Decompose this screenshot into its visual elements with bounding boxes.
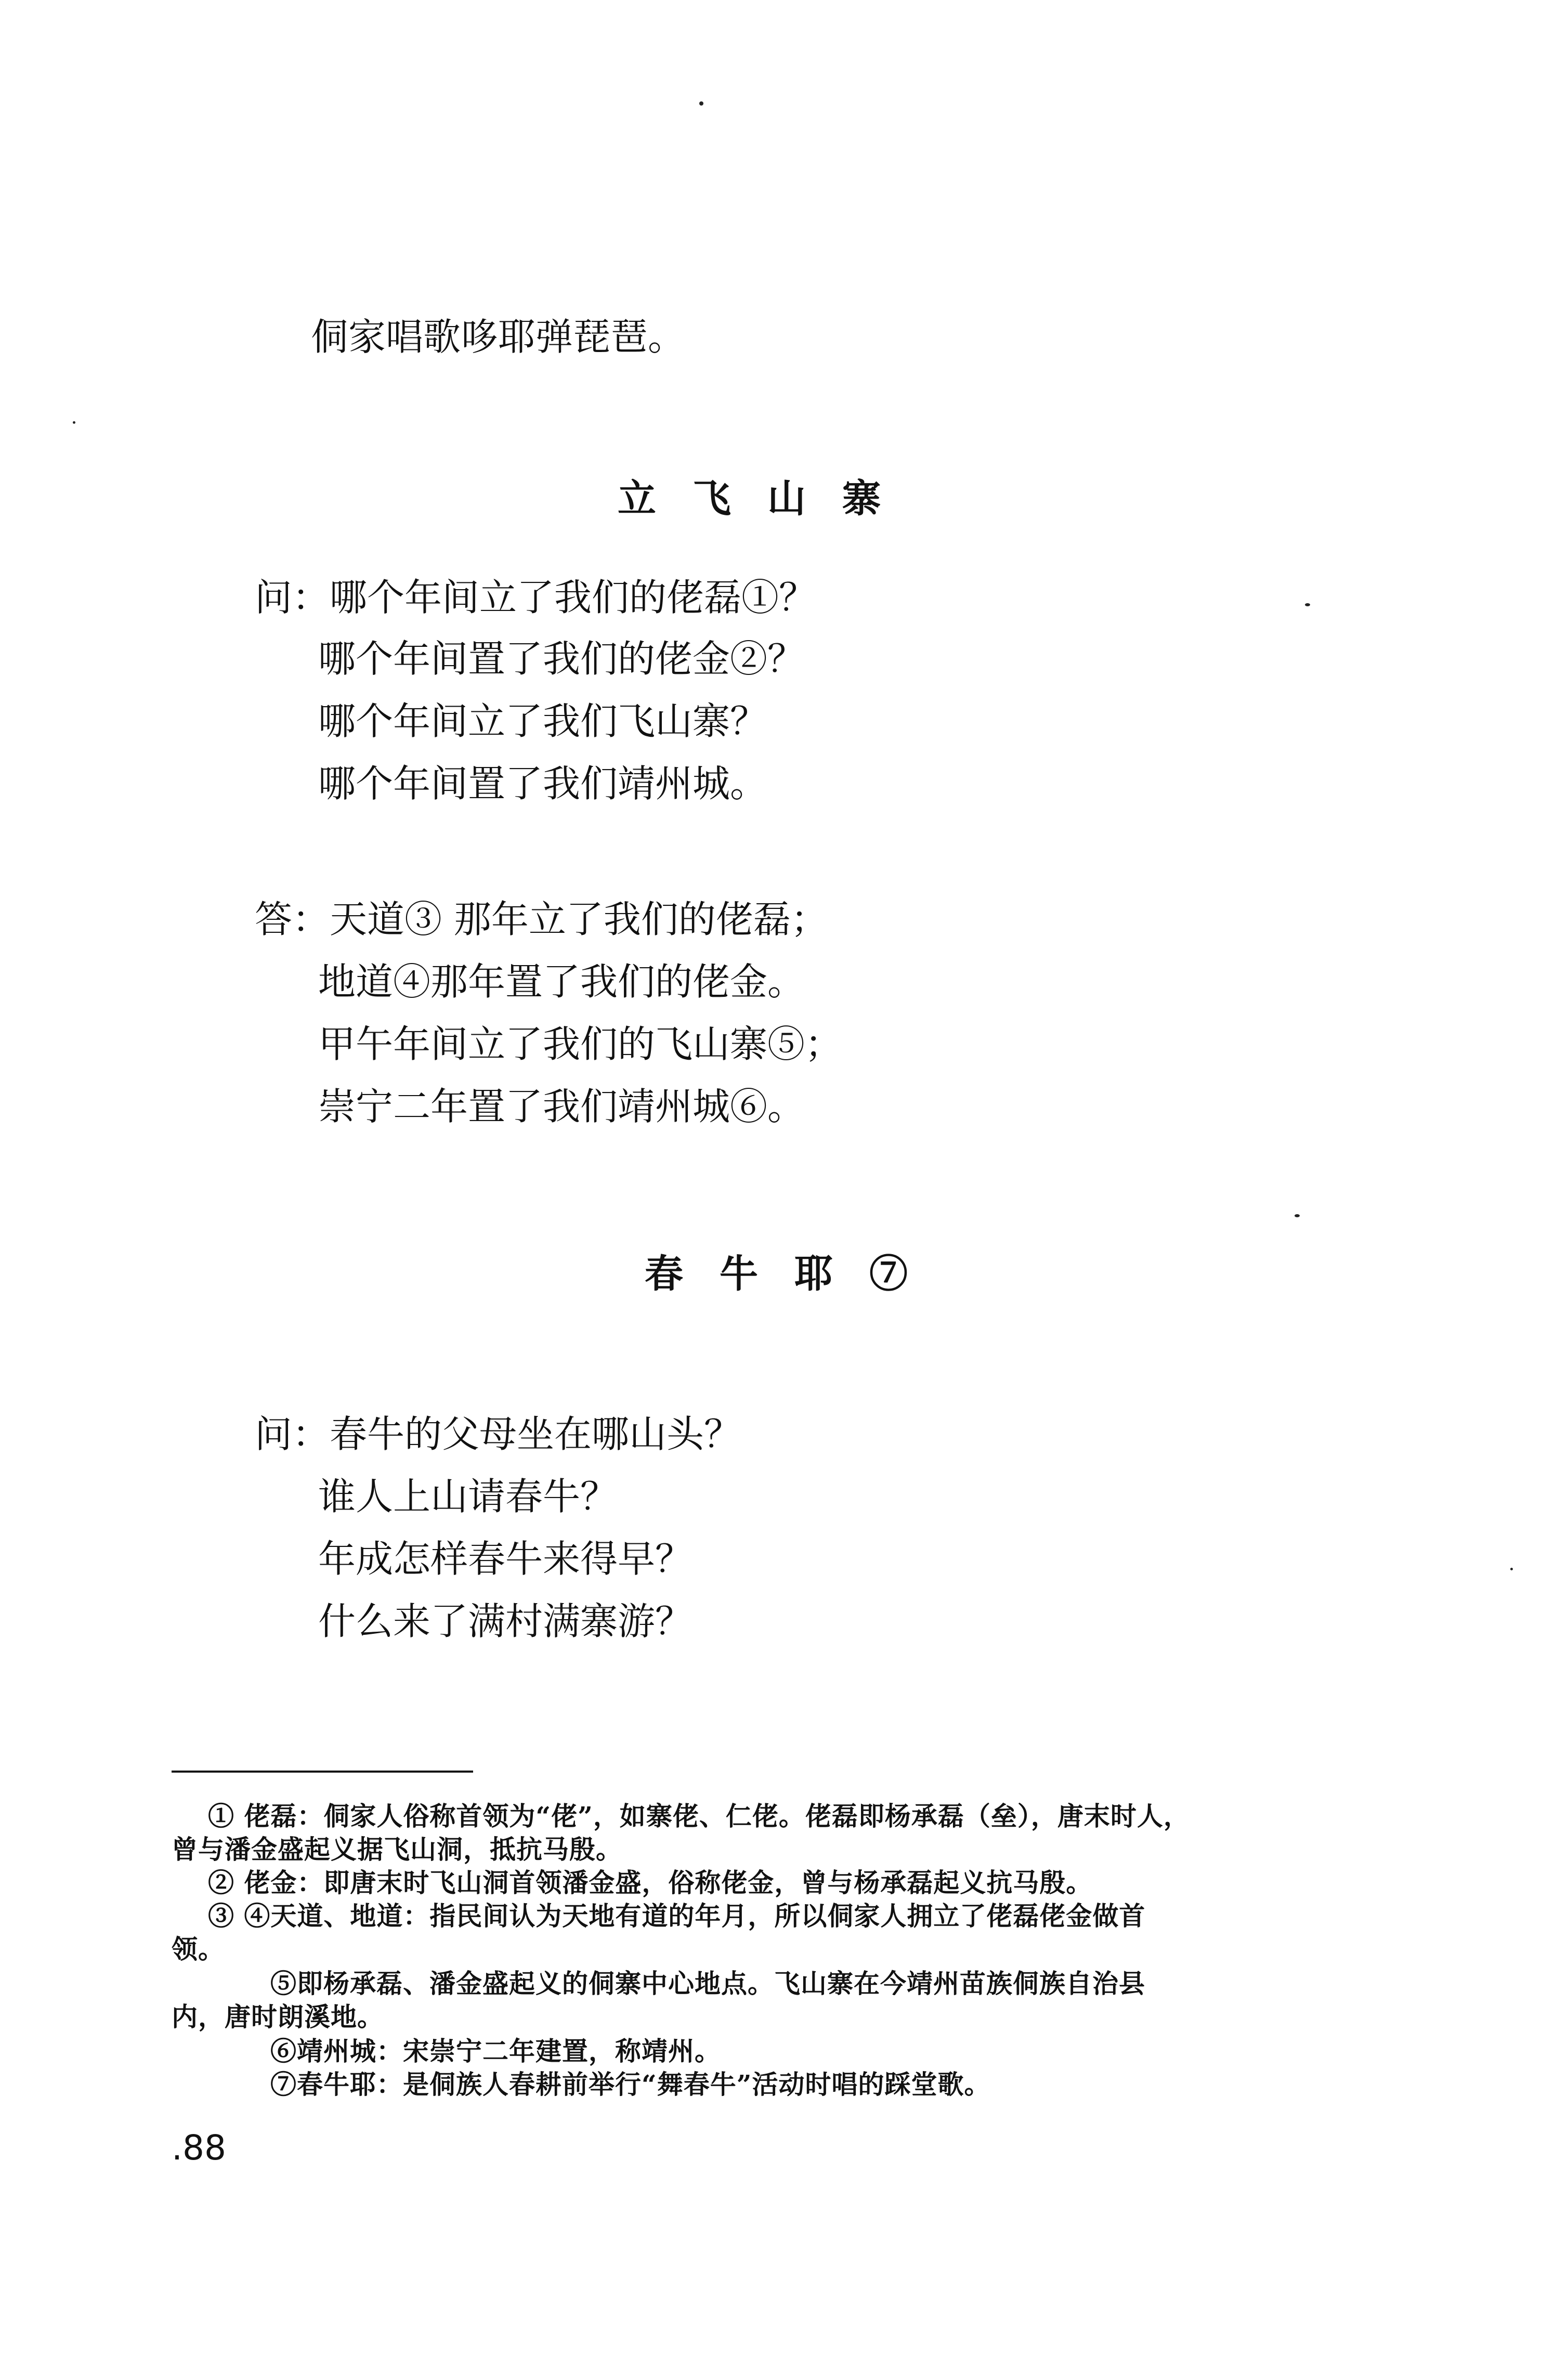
verse-line: 哪个年间置了我们靖州城。 bbox=[318, 762, 768, 805]
scan-speck bbox=[73, 421, 75, 424]
page-number: .88 bbox=[172, 2128, 226, 2168]
scan-speck bbox=[699, 101, 703, 106]
verse-line: 谁人上山请春牛？ bbox=[318, 1475, 618, 1518]
verse-line: 什么来了满村满寨游？ bbox=[318, 1599, 693, 1643]
footnote-line: 曾与潘金盛起义据飞山洞，抵抗马殷。 bbox=[172, 1834, 622, 1865]
footnote-divider bbox=[172, 1771, 473, 1773]
section-title-li-fei-shan-zhai: 立飞山寨 bbox=[618, 476, 917, 521]
footnote-line: ① 佬磊：侗家人俗称首领为“佬”，如寨佬、仁佬。佬磊即杨承磊（垒），唐末时人， bbox=[208, 1801, 1190, 1831]
footnote-line: ② 佬金：即唐末时飞山洞首领潘金盛，俗称佬金，曾与杨承磊起义抗马殷。 bbox=[208, 1867, 1093, 1898]
footnote-line: ⑥靖州城：宋崇宁二年建置，称靖州。 bbox=[270, 2036, 721, 2066]
verse-line: 甲午年间立了我们的飞山寨⑤； bbox=[318, 1022, 843, 1066]
footnote-line: ⑤即杨承磊、潘金盛起义的侗寨中心地点。飞山寨在今靖州苗族侗族自治县 bbox=[270, 1968, 1145, 1999]
intro-line: 侗家唱歌哆耶弹琵琶。 bbox=[311, 315, 686, 359]
verse-line: 地道④那年置了我们的佬金。 bbox=[318, 960, 805, 1004]
scan-speck bbox=[1305, 603, 1310, 606]
scan-speck bbox=[1510, 1568, 1513, 1570]
scan-speck bbox=[1295, 1214, 1300, 1217]
verse-line: 崇宁二年置了我们靖州城⑥。 bbox=[318, 1085, 805, 1128]
verse-line: 问：哪个年间立了我们的佬磊①？ bbox=[255, 576, 817, 619]
verse-line: 年成怎样春牛来得早？ bbox=[318, 1537, 693, 1581]
footnote-line: ③ ④天道、地道：指民间认为天地有道的年月，所以侗家人拥立了佬磊佬金做首 bbox=[208, 1901, 1146, 1931]
verse-line: 问：春牛的父母坐在哪山头？ bbox=[255, 1412, 742, 1456]
footnote-line: 内，唐时朗溪地。 bbox=[172, 2001, 384, 2032]
footnote-line: ⑦春牛耶：是侗族人春耕前举行“舞春牛”活动时唱的踩堂歌。 bbox=[270, 2069, 991, 2100]
verse-line: 答：天道③ 那年立了我们的佬磊； bbox=[255, 897, 828, 941]
verse-line: 哪个年间置了我们的佬金②？ bbox=[318, 637, 805, 681]
footnote-line: 领。 bbox=[172, 1934, 225, 1964]
verse-line: 哪个年间立了我们飞山寨？ bbox=[318, 699, 768, 743]
section-title-chun-niu-ye: 春牛耶⑦ bbox=[645, 1252, 944, 1296]
